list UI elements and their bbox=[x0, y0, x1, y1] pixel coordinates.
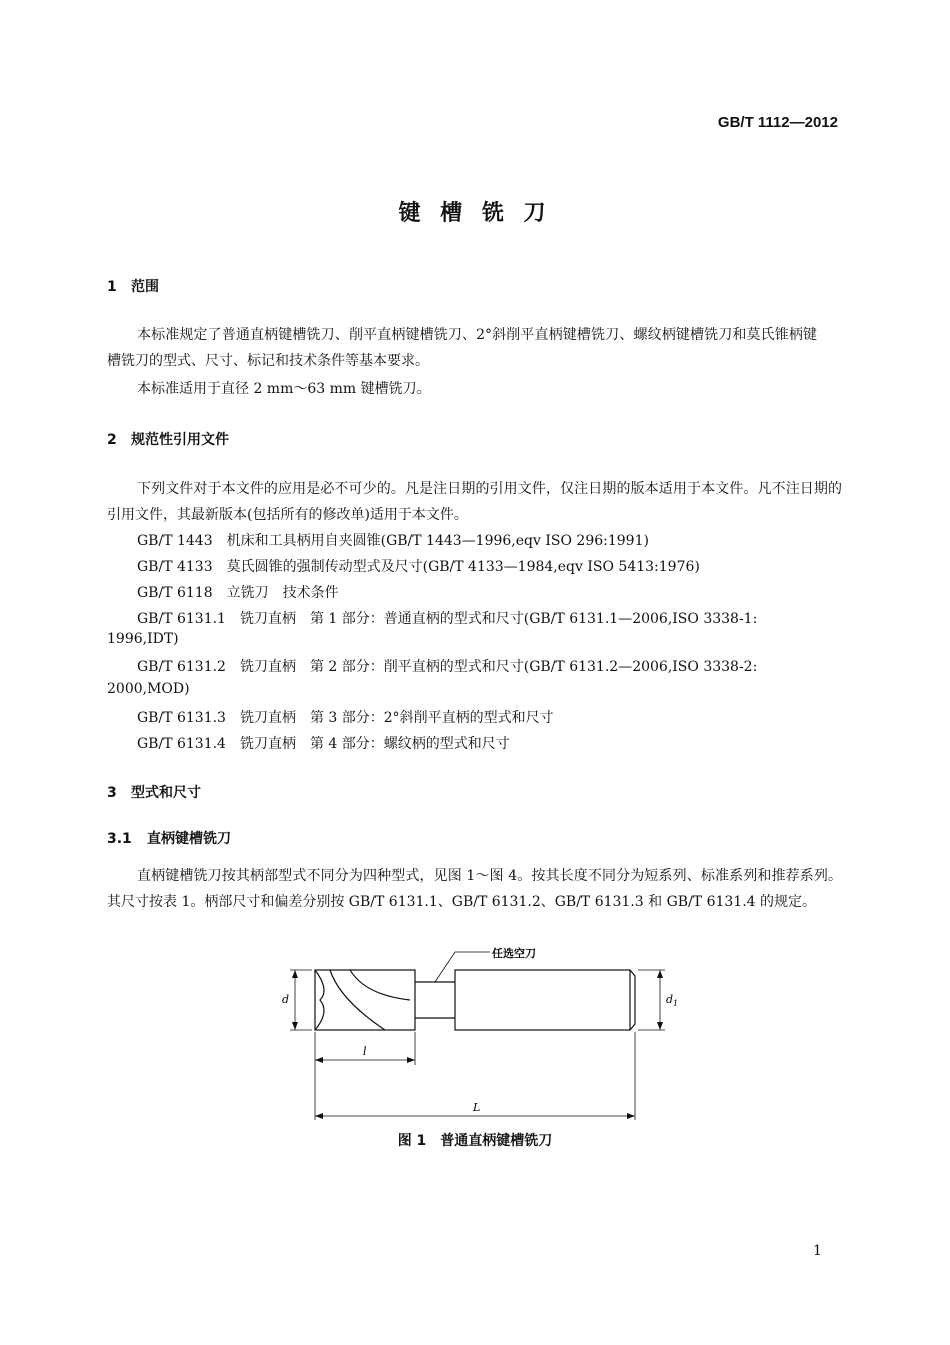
optional-relief-label: 任选空刀 bbox=[492, 947, 536, 960]
label-d: d bbox=[282, 993, 290, 1006]
subsection-3-1-paragraph: 直柄键槽铣刀按其柄部型式不同分为四种型式，见图 1～图 4。按其长度不同分为短系列、标准系列和推荐系列。其尺寸按表 1。柄部尺寸和偏差分别按 GB/T 6131.1、GB/T 6131.2、GB/T 6131.3 和 GB/T 6131.4 的规定。 bbox=[107, 868, 842, 910]
reference-item: GB/T 4133 莫氏圆锥的强制传动型式及尺寸(GB/T 4133—1984,eqv ISO 5413:1976) bbox=[137, 559, 700, 575]
label-L: L bbox=[473, 1101, 481, 1114]
reference-item: GB/T 6131.1 铣刀直柄 第 1 部分：普通直柄的型式和尺寸(GB/T 6131.1—2006,ISO 3338-1: bbox=[137, 611, 758, 627]
reference-item: GB/T 6131.4 铣刀直柄 第 4 部分：螺纹柄的型式和尺寸 bbox=[137, 736, 510, 752]
reference-item: GB/T 6118 立铣刀 技术条件 bbox=[137, 585, 339, 601]
section-1-paragraph-1: 本标准规定了普通直柄键槽铣刀、削平直柄键槽铣刀、2°斜削平直柄键槽铣刀、螺纹柄键槽铣刀和莫氏锥柄键槽铣刀的型式、尺寸、标记和技术条件等基本要求。 bbox=[107, 327, 817, 369]
page-number: 1 bbox=[813, 1243, 822, 1259]
standard-code: GB/T 1112—2012 bbox=[717, 114, 838, 131]
reference-item: GB/T 6131.3 铣刀直柄 第 3 部分：2°斜削平直柄的型式和尺寸 bbox=[137, 710, 554, 726]
section-1-heading bbox=[107, 276, 159, 296]
figure-1-caption: 图 1 普通直柄键槽铣刀 bbox=[397, 1133, 553, 1149]
section-2-heading bbox=[107, 429, 229, 449]
reference-item-continued: 1996,IDT) bbox=[107, 631, 179, 647]
section-1-title: 范围 bbox=[131, 279, 159, 295]
section-3-title: 型式和尺寸 bbox=[131, 785, 201, 801]
shank-chamfer bbox=[630, 970, 635, 1030]
shank-body bbox=[455, 970, 630, 1030]
section-2-title: 规范性引用文件 bbox=[131, 432, 229, 448]
reference-item: GB/T 1443 机床和工具柄用自夹圆锥(GB/T 1443—1996,eqv ISO 296:1991) bbox=[137, 533, 649, 549]
section-1-paragraph-2: 本标准适用于直径 2 mm～63 mm 键槽铣刀。 bbox=[137, 381, 431, 397]
reference-item: GB/T 6131.2 铣刀直柄 第 2 部分：削平直柄的型式和尺寸(GB/T 6131.2—2006,ISO 3338-2: bbox=[137, 659, 758, 675]
figure-1-drawing bbox=[270, 940, 690, 1125]
subsection-3-1-title: 直柄键槽铣刀 bbox=[147, 831, 231, 847]
cutter-body bbox=[315, 970, 415, 1030]
subsection-3-1-number: 3.1 bbox=[107, 831, 132, 847]
document-title: 键 槽 铣 刀 bbox=[398, 201, 552, 226]
flute-line bbox=[350, 970, 410, 1000]
section-1-number: 1 bbox=[107, 279, 117, 295]
cutter-tip bbox=[315, 970, 324, 1030]
section-3-heading bbox=[107, 782, 201, 802]
section-3-number: 3 bbox=[107, 785, 117, 801]
label-l: l bbox=[363, 1045, 367, 1058]
subsection-3-1-heading bbox=[107, 828, 231, 848]
section-2-number: 2 bbox=[107, 432, 117, 448]
label-d1: $d_1$ bbox=[666, 993, 679, 1008]
reference-item-continued: 2000,MOD) bbox=[107, 681, 190, 697]
relief-leader-line bbox=[435, 952, 490, 982]
section-2-intro: 下列文件对于本文件的应用是必不可少的。凡是注日期的引用文件，仅注日期的版本适用于本文件。凡不注日期的引用文件，其最新版本(包括所有的修改单)适用于本文件。 bbox=[107, 481, 842, 523]
